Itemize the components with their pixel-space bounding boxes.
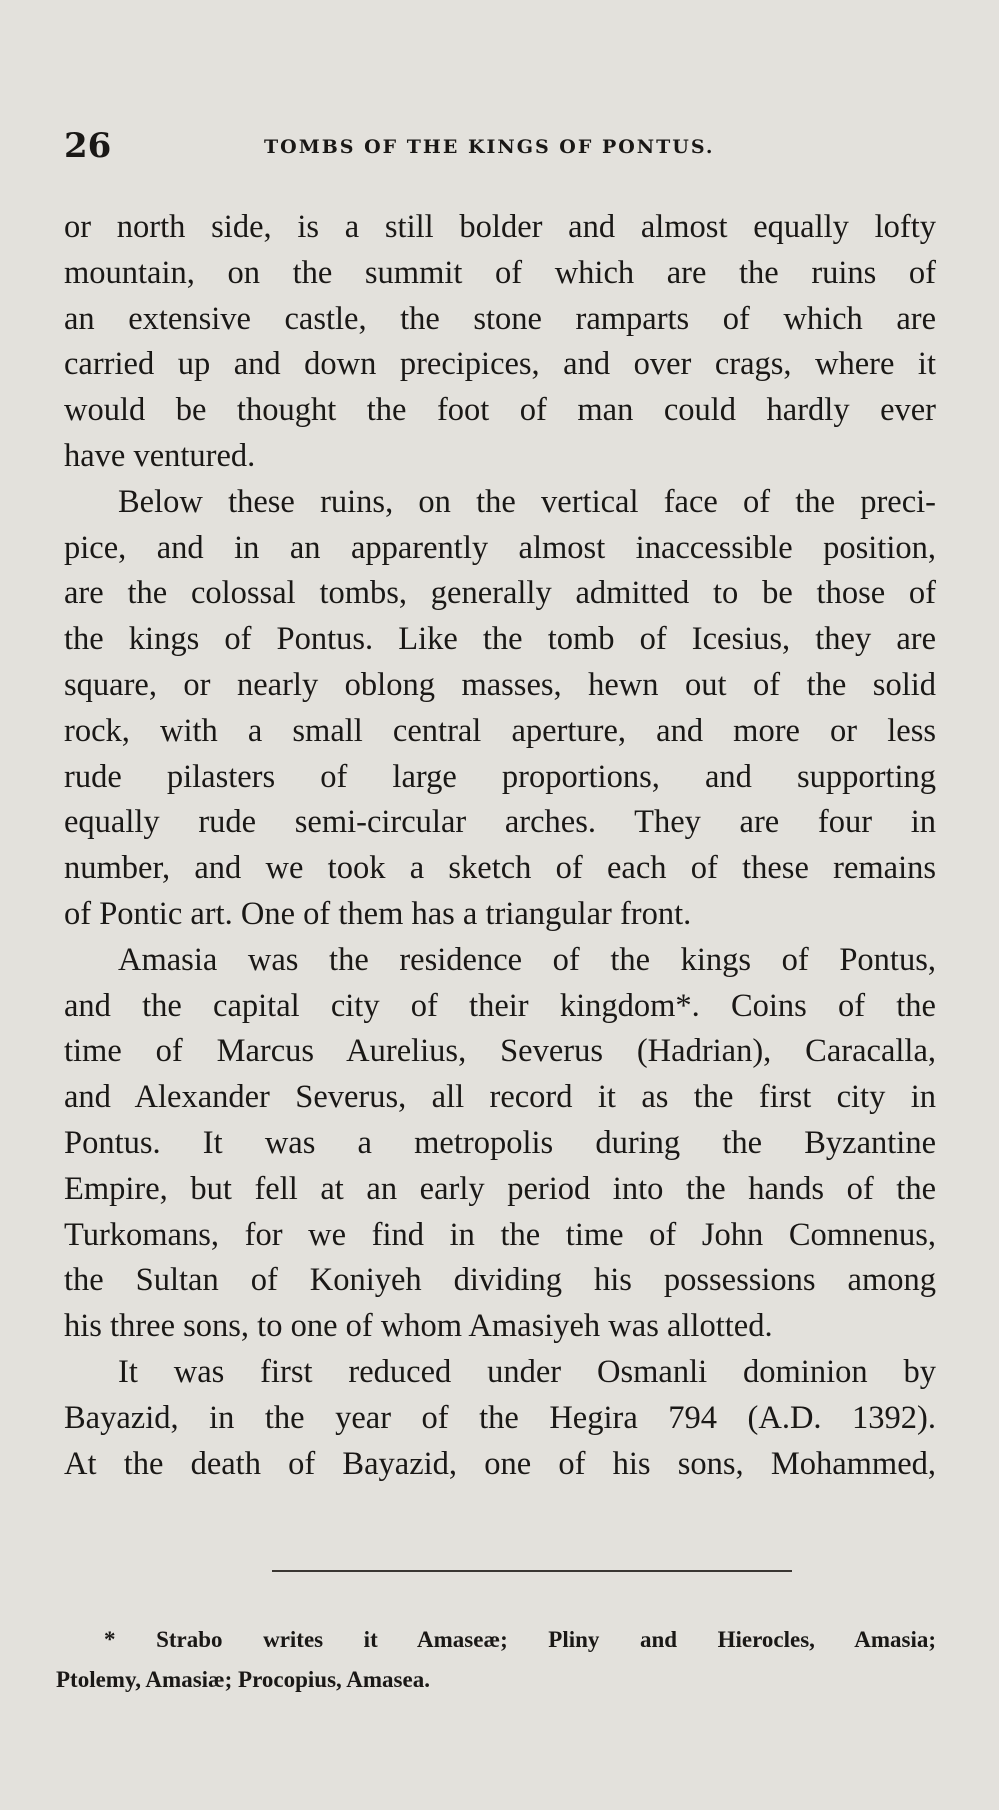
text-line: are the colossal tombs, generally admitted to be those of (64, 575, 936, 612)
text-line: Empire, but fell at an early period into the hands of the (64, 1170, 936, 1207)
footnote-rule (272, 1570, 792, 1572)
text-line: an extensive castle, the stone ramparts of which are (64, 300, 936, 337)
text-line: or north side, is a still bolder and almost equally lofty (64, 209, 936, 245)
text-line: carried up and down precipices, and over crags, where it (64, 346, 936, 383)
text-line: At the death of Bayazid, one of his sons, Mohammed, (64, 1445, 936, 1482)
text-line: of Pontic art. One of them has a triangular front. (64, 895, 692, 932)
text-line: rock, with a small central aperture, and more or less (64, 712, 936, 749)
text-line: equally rude semi-circular arches. They are four in (64, 804, 936, 841)
text-line: Bayazid, in the year of the Hegira 794 (A.D. 1392). (64, 1399, 936, 1436)
text-line: It was first reduced under Osmanli dominion by (118, 1353, 936, 1390)
text-line: mountain, on the summit of which are the ruins of (64, 254, 936, 291)
text-line: Turkomans, for we find in the time of John Comnenus, (64, 1216, 936, 1253)
footnote-line: Ptolemy, Amasiæ; Procopius, Amasea. (56, 1667, 430, 1692)
text-line: Pontus. It was a metropolis during the Byzantine (64, 1124, 936, 1161)
text-line: his three sons, to one of whom Amasiyeh was allotted. (64, 1308, 773, 1345)
text-line: Below these ruins, on the vertical face of the preci- (118, 483, 936, 520)
footnote-line: * Strabo writes it Amaseæ; Pliny and Hierocles, Amasia; (104, 1627, 936, 1652)
text-line: pice, and in an apparently almost inaccessible position, (64, 529, 936, 566)
footnote (56, 1620, 936, 1700)
text-line: and Alexander Severus, all record it as the first city in (64, 1079, 936, 1116)
running-title: TOMBS OF THE KINGS OF PONTUS. (264, 136, 715, 158)
text-line: and the capital city of their kingdom*. Coins of the (64, 987, 936, 1024)
text-line: have ventured. (64, 437, 256, 474)
text-line: the Sultan of Koniyeh dividing his possessions among (64, 1262, 936, 1299)
text-line: number, and we took a sketch of each of these remains (64, 850, 936, 887)
text-line: square, or nearly oblong masses, hewn out of the solid (64, 666, 936, 703)
text-line: rude pilasters of large proportions, and supporting (64, 758, 936, 795)
text-line: the kings of Pontus. Like the tomb of Icesius, they are (64, 621, 936, 658)
body-text (64, 205, 936, 1487)
page-number: 26 (64, 126, 112, 166)
text-line: would be thought the foot of man could hardly ever (64, 392, 936, 429)
text-line: Amasia was the residence of the kings of Pontus, (118, 941, 936, 978)
running-head (64, 126, 936, 166)
text-line: time of Marcus Aurelius, Severus (Hadrian), Caracalla, (64, 1033, 936, 1070)
